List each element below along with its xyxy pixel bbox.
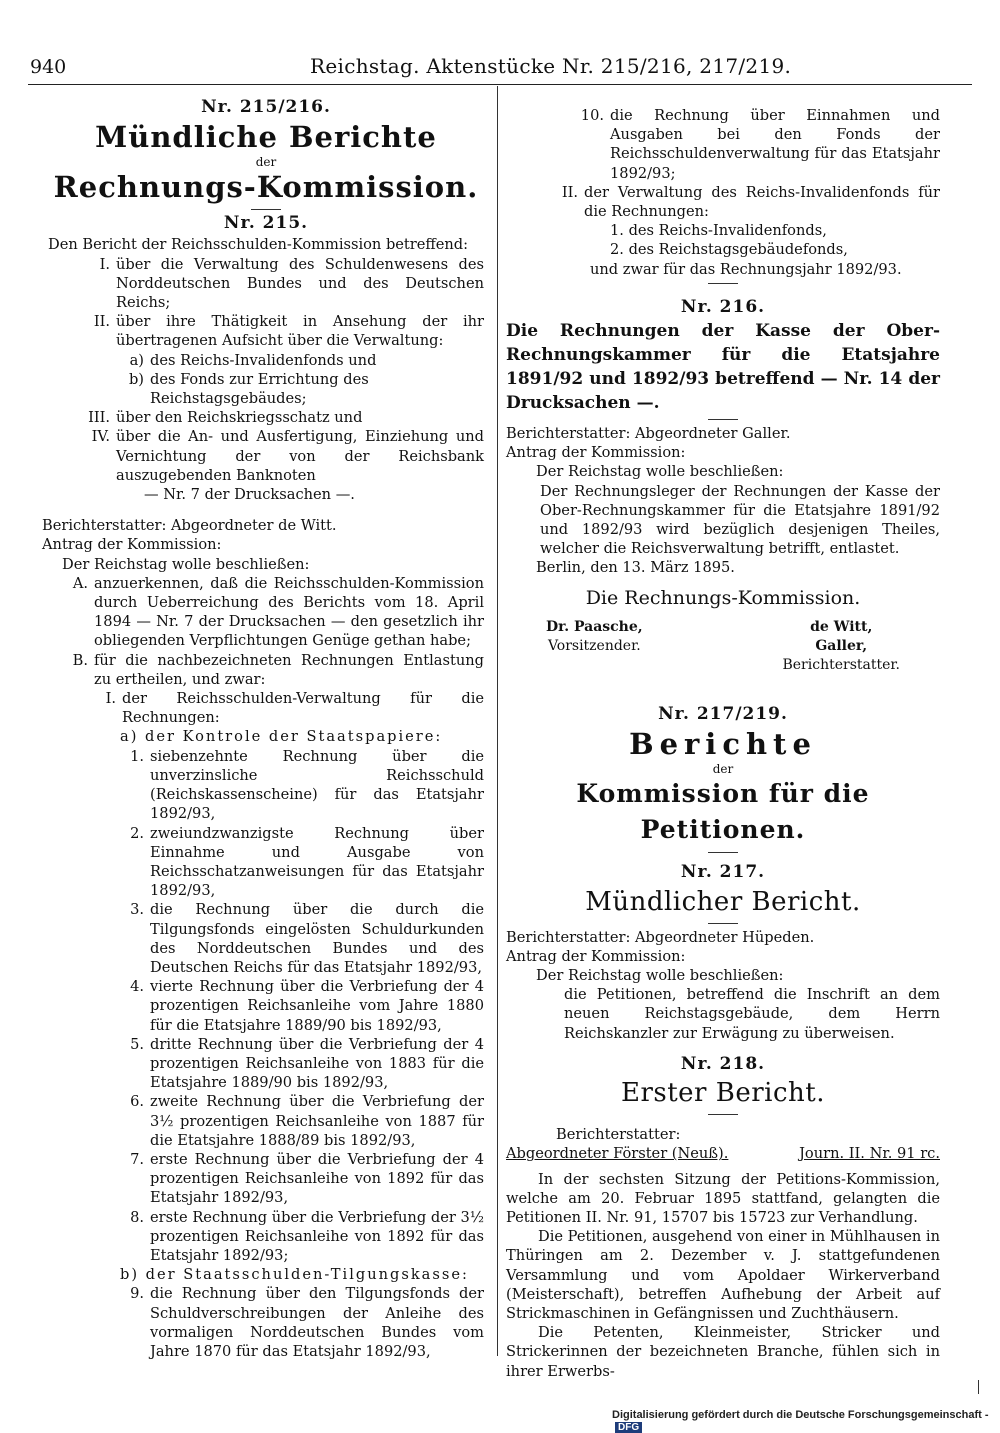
berichterstatter-name: Abgeordneter Förster (Neuß).: [506, 1145, 729, 1163]
list-item: I. über die Verwaltung des Schuldenwesens des Norddeutschen Bundes und des Deutschen Reichs;: [99, 255, 484, 312]
section-number: Nr. 215/216.: [201, 97, 331, 117]
berichterstatter: Berichterstatter: Abgeordneter de Witt.: [42, 517, 337, 535]
antrag: Antrag der Kommission:: [506, 444, 686, 462]
header-rule: [28, 84, 972, 85]
section-subtitle: Rechnungs-Kommission.: [53, 170, 479, 205]
beschliessen: Der Reichstag wolle beschließen:: [536, 463, 784, 481]
antrag: Antrag der Kommission:: [42, 536, 222, 554]
footer-credit: [612, 1409, 1000, 1433]
list-item: II. der Verwaltung des Reichs-Invalidenfonds für die Rechnungen:: [561, 183, 940, 221]
column-divider: [497, 86, 498, 1356]
beschliessen: Der Reichstag wolle beschließen:: [62, 555, 310, 573]
report-title: Mündlicher Bericht.: [585, 886, 861, 917]
list-item: IV. über die An- und Ausfertigung, Einziehung und Vernichtung der von der Reichsbank auszugebenden Banknoten: [91, 428, 484, 484]
berichterstatter: Berichterstatter: Abgeordneter Galler.: [506, 425, 791, 443]
list-item: 8. erste Rechnung über die Verbriefung der 3½ prozentigen Reichsanleihe von 1892 für das Etatsjahr 1892/93;: [130, 1208, 484, 1264]
list-item: 3. die Rechnung über die durch die Tilgungsfonds eingelösten Schuldurkunden des Norddeutschen Bundes und des Deutschen Reichs für das Etatsjahr 1892/93,: [130, 901, 484, 976]
divider: [251, 209, 281, 210]
divider: [708, 852, 738, 853]
list-item: B. für die nachbezeichneten Rechnungen Entlastung zu ertheilen, und zwar:: [72, 651, 484, 688]
section-title: Mündliche Berichte: [95, 120, 437, 155]
divider: [708, 419, 738, 420]
section-subtitle: Kommission für die Petitionen.: [576, 779, 870, 845]
kontrole-list: [48, 747, 484, 1265]
list-item: b) des Fonds zur Errichtung des Reichstagsgebäudes;: [128, 370, 369, 408]
report-title: Die Rechnungen der Kasse der Ober-Rechnungskammer für die Etatsjahre 1891/92 und 1892/93 betreffend — Nr. 14 der Drucksachen —.: [506, 321, 940, 414]
divider: [708, 283, 738, 284]
subsection-heading: b) der Staatsschulden-Tilgungskasse:: [120, 1266, 469, 1284]
paragraph: Die Petitionen, ausgehend von einer in Mühlhausen in Thüringen am 2. Dezember v. J. stattgefundenen Versammlung und vom Apoldaer Wirkerverband (Meisterschaft), betreffen Aufhebung der Arbeit auf Strickmaschinen in Gefängnissen und Zuchthäusern.: [506, 1228, 940, 1322]
report-title: Erster Bericht.: [620, 1078, 826, 1109]
list-item: 6. zweite Rechnung über die Verbriefung der 3½ prozentigen Reichsanleihe von 1887 für die Etatsjahre 1888/89 bis 1892/93,: [130, 1093, 484, 1149]
page-header: [30, 52, 970, 84]
journal-ref: Journ. II. Nr. 91 rc.: [799, 1145, 940, 1163]
dfg-logo: DFG: [615, 1422, 642, 1433]
paragraph: In der sechsten Sitzung der Petitions-Kommission, welche am 20. Februar 1895 stattfand, gelangten die Petitionen II. Nr. 91, 15707 bis 15723 zur Verhandlung.: [506, 1170, 940, 1226]
berichterstatter-label: Berichterstatter:: [556, 1126, 681, 1144]
list-item: 2. des Reichstagsgebäudefonds,: [610, 241, 848, 259]
title-connector: der: [712, 762, 734, 777]
signatures: [506, 618, 940, 676]
divider: [708, 1114, 738, 1115]
left-column: [42, 96, 484, 1361]
list-item: A. anzuerkennen, daß die Reichsschulden-Kommission durch Ueberreichung des Berichts vom 18. April 1894 — Nr. 7 der Drucksachen — den gesetzlich ihr obliegenden Verpflichtungen Genüge gethan habe;: [72, 574, 484, 650]
list-item: 1. des Reichs-Invalidenfonds,: [610, 222, 827, 240]
drucksachen-ref: — Nr. 7 der Drucksachen —.: [144, 486, 355, 504]
list-item: 5. dritte Rechnung über die Verbriefung der 4 prozentigen Reichsanleihe von 1883 für die Etatsjahre 1889/90 bis 1892/93,: [130, 1035, 484, 1092]
berichterstatter-row: [506, 1144, 940, 1163]
footer-text: Digitalisierung gefördert durch die Deutsche Forschungsgemeinschaft -: [612, 1409, 989, 1421]
berichterstatter: Berichterstatter: Abgeordneter Hüpeden.: [506, 928, 815, 946]
title-connector: der: [255, 155, 277, 170]
report-number: Nr. 218.: [680, 1053, 766, 1074]
signature-left: Dr. Paasche, Vorsitzender.: [546, 618, 643, 654]
beschliessen: Der Reichstag wolle beschließen:: [536, 967, 784, 985]
paragraph: Die Petenten, Kleinmeister, Stricker und Strickerinnen der bezeichneten Branche, fühlen sich in ihrer Erwerbs-: [506, 1324, 940, 1380]
list-item: 7. erste Rechnung über die Verbriefung der 4 prozentigen Reichsanleihe von 1892 für das Etatsjahr 1892/93,: [130, 1150, 484, 1207]
list-item: 2. zweiundzwanzigste Rechnung über Einnahme und Ausgabe von Reichsschatzanweisungen für das Etatsjahr 1892/93,: [130, 824, 484, 900]
signature-right: de Witt, Galler, Berichterstatter.: [782, 618, 900, 674]
list-item: I. der Reichsschulden-Verwaltung für die Rechnungen:: [105, 690, 484, 727]
section-title: Berichte: [629, 727, 817, 762]
page-number: 940: [30, 56, 67, 78]
report-number: Nr. 215.: [223, 213, 309, 234]
list-item: 9. die Rechnung über den Tilgungsfonds der Schuldverschreibungen der Anleihe des vormaligen Norddeutschen Bundes vom Jahre 1870 für das Etatsjahr 1892/93,: [130, 1285, 484, 1360]
subsection-heading: a) der Kontrole der Staatspapiere:: [120, 728, 443, 746]
list-item: a) des Reichs-Invalidenfonds und: [129, 351, 377, 369]
intro-line: Den Bericht der Reichsschulden-Kommission betreffend:: [48, 236, 469, 254]
list-item: 10. die Rechnung über Einnahmen und Ausgaben bei den Fonds der Reichsschuldenverwaltung für das Etatsjahr 1892/93;: [580, 107, 940, 182]
report-number: Nr. 217.: [680, 862, 766, 883]
resolution-text: die Petitionen, betreffend die Inschrift an dem neuen Reichstagsgebäude, dem Herrn Reichskanzler zur Erwägung zu überweisen.: [564, 986, 940, 1042]
right-column: [506, 106, 940, 1381]
resolution-text: Der Rechnungsleger der Rechnungen der Kasse der Ober-Rechnungskammer für die Etatsjahre 1891/92 und 1892/93 wird bezüglich desjenigen Theiles, welcher die Reichsverwaltung betrifft, entlastet.: [540, 482, 940, 558]
running-title: Reichstag. Aktenstücke Nr. 215/216, 217/219.: [310, 54, 792, 78]
section-number: Nr. 217/219.: [658, 704, 788, 725]
list-item: 4. vierte Rechnung über die Verbriefung der 4 prozentigen Reichsanleihe vom Jahre 1880 für die Etatsjahre 1889/90 bis 1892/93,: [130, 978, 484, 1034]
antrag: Antrag der Kommission:: [506, 947, 686, 965]
list-item: II. über ihre Thätigkeit in Ansehung der ihr übertragenen Aufsicht über die Verwaltung:: [93, 313, 484, 350]
commission-name: Die Rechnungs-Kommission.: [585, 586, 861, 609]
edge-mark: [978, 1380, 979, 1394]
list-item: 1. siebenzehnte Rechnung über die unverzinsliche Reichsschuld (Reichskassenscheine) für das Etatsjahr 1892/93,: [130, 747, 484, 823]
divider: [708, 923, 738, 924]
list-item: III. über den Reichskriegsschatz und: [88, 409, 363, 427]
report-number: Nr. 216.: [680, 296, 766, 317]
rechnungsjahr-line: und zwar für das Rechnungsjahr 1892/93.: [590, 260, 902, 278]
date-line: Berlin, den 13. März 1895.: [536, 559, 735, 577]
